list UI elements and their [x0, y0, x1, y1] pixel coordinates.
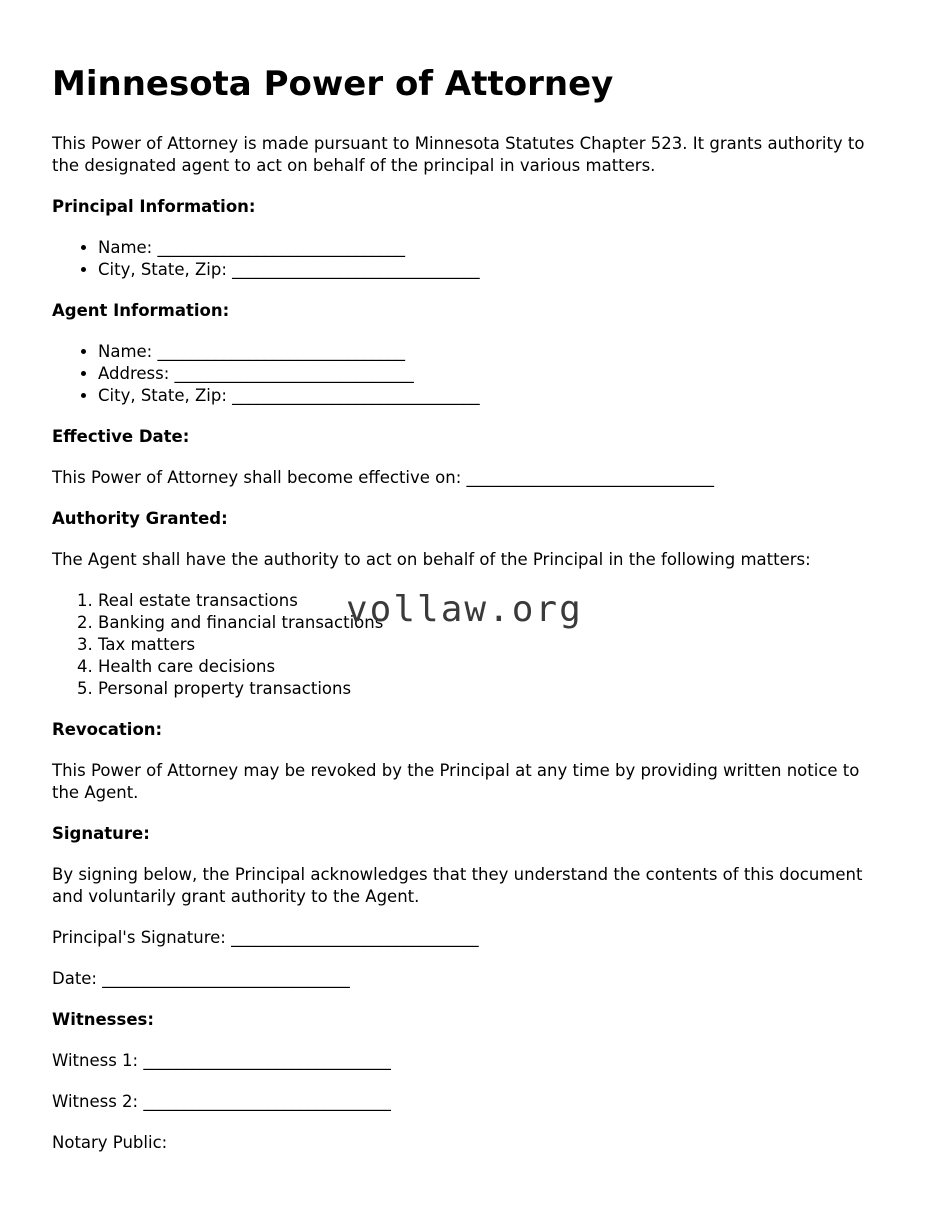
section-heading-authority-granted: Authority Granted: — [52, 509, 228, 528]
section-heading-revocation: Revocation: — [52, 720, 163, 739]
authority-item-banking: 2. Banking and financial transactions — [98, 612, 891, 634]
authority-item-personal-property: 5. Personal property transactions — [98, 678, 891, 700]
field-notary-public: Notary Public: — [52, 1133, 168, 1152]
field-effective-date: This Power of Attorney shall become effective on: ______________________________ — [52, 468, 715, 487]
revocation-paragraph: This Power of Attorney may be revoked by the Principal at any time by providing written notice to the Agent. — [52, 761, 860, 802]
authority-list — [52, 590, 891, 700]
agent-info-list — [52, 341, 891, 407]
field-signature-date: Date: ______________________________ — [52, 969, 350, 988]
field-agent-address: • Address: _____________________________ — [98, 363, 891, 385]
field-witness-2: Witness 2: ______________________________ — [52, 1092, 391, 1111]
page-title: Minnesota Power of Attorney — [52, 64, 614, 104]
section-heading-witnesses: Witnesses: — [52, 1010, 154, 1029]
field-agent-name: • Name: ______________________________ — [98, 341, 891, 363]
section-heading-principal-information: Principal Information: — [52, 197, 256, 216]
field-principal-signature: Principal's Signature: ______________________________ — [52, 928, 479, 947]
intro-paragraph: This Power of Attorney is made pursuant to Minnesota Statutes Chapter 523. It grants authority to the designated agent to act on behalf of the principal in various matters. — [52, 134, 865, 175]
watermark-text: vollaw.org — [346, 589, 583, 630]
section-heading-effective-date: Effective Date: — [52, 427, 190, 446]
authority-intro-paragraph: The Agent shall have the authority to act on behalf of the Principal in the following matters: — [52, 550, 811, 569]
signature-paragraph: By signing below, the Principal acknowledges that they understand the contents of this document and voluntarily grant authority to the Agent. — [52, 865, 863, 906]
principal-info-list — [52, 237, 891, 281]
authority-item-real-estate: 1. Real estate transactions — [98, 590, 891, 612]
authority-item-tax: 3. Tax matters — [98, 634, 891, 656]
field-agent-city-state-zip: • City, State, Zip: ______________________________ — [98, 385, 891, 407]
field-witness-1: Witness 1: ______________________________ — [52, 1051, 391, 1070]
field-principal-city-state-zip: • City, State, Zip: ______________________________ — [98, 259, 891, 281]
field-principal-name: • Name: ______________________________ — [98, 237, 891, 259]
authority-item-health-care: 4. Health care decisions — [98, 656, 891, 678]
section-heading-agent-information: Agent Information: — [52, 301, 230, 320]
section-heading-signature: Signature: — [52, 824, 150, 843]
